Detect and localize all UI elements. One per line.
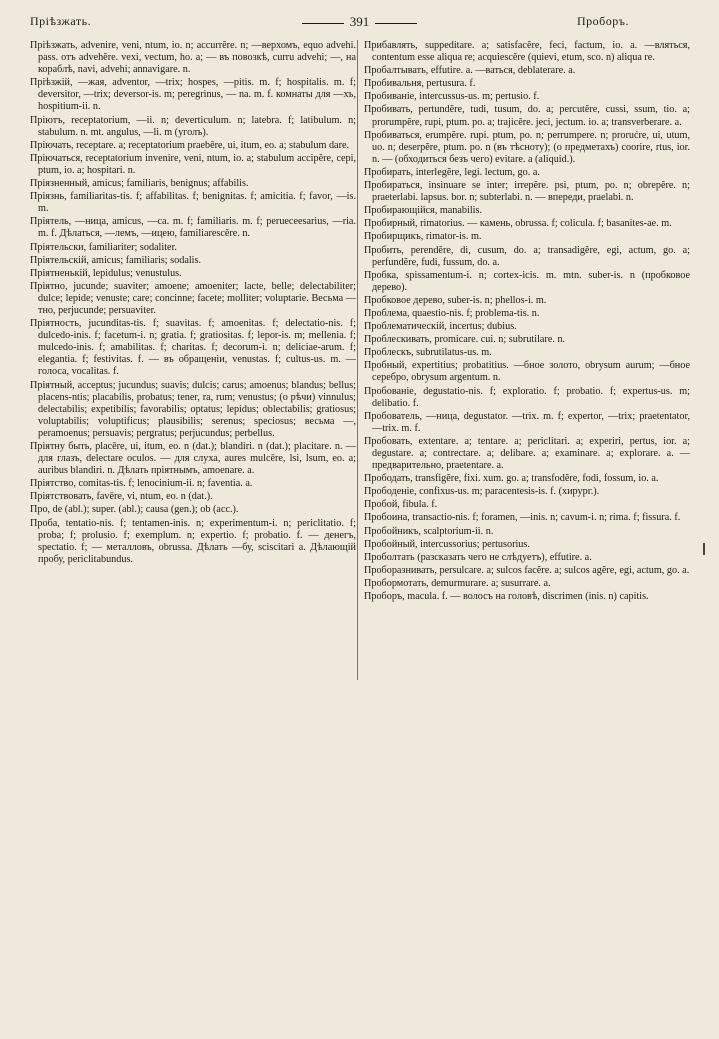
dictionary-entry: Пробовать, extentare. a; tentare. a; periclitari. a; experiri, pertus, ior. a; degustare. a; contrectare. a; delibare. a; examinare. a; explorare. a. — предварительно, praetentare. a. bbox=[364, 435, 690, 472]
dictionary-entry: Прiятненькiй, lepidulus; venustulus. bbox=[30, 267, 182, 279]
dictionary-entry: Пробованiе, degustatio-nis. f; exploratio. f; probatio. f; expertus-us. m; delibatio. f. bbox=[364, 385, 690, 409]
page-number: 391 bbox=[349, 14, 370, 29]
dictionary-entry: Прiятство, comitas-tis. f; lenocinium-ii. n; faventia. a. bbox=[30, 478, 253, 490]
dictionary-entry: Пробойный, intercussorius; pertusorius. bbox=[364, 538, 530, 550]
dictionary-entry: Прiятельски, familiariter; sodaliter. bbox=[30, 241, 177, 253]
dictionary-entry: Пробоpазнивать, persulcare. a; sulcos facĕre. a; sulcos agĕre, egi, actum, go. a. bbox=[364, 564, 690, 576]
header-rule-left bbox=[302, 23, 344, 24]
dictionary-entry: Проблескъ, subrutilatus-us. m. bbox=[364, 347, 492, 359]
running-head-right: Пробоpъ. bbox=[577, 14, 629, 28]
dictionary-entry: Пробка, spissamentum-i. n; cortex-icis. m. mtn. suber-is. n (пробковое дерево). bbox=[364, 269, 690, 293]
dictionary-entry: Про, de (abl.); super. (abl.); causa (gen.); ob (acc.). bbox=[30, 504, 239, 516]
dictionary-entry: Пробирающiйся, manabilis. bbox=[364, 205, 482, 217]
dictionary-entry: Пробормотать, demurmurare. a; susurrare. a. bbox=[364, 577, 551, 589]
dictionary-entry: Пробный, expertitius; probatitius. —бное золото, obrysum aurum; —бное серебро, obrysum argentum. n. bbox=[364, 360, 690, 384]
dictionary-entry: Пробираться, insinuare se inter; irrepĕre. psi, ptum, po. n; obrepĕre. n; praeterlabi. lapsus. bor. n; subterlabi. n. — впереди, praelabi. n. bbox=[364, 180, 690, 204]
dictionary-entry: Прiязнь, familiaritas-tis. f; affabilitas. f; benignitas. f; amicitia. f; favor, —is. m. bbox=[30, 191, 356, 215]
dictionary-entry: Прiятный, acceptus; jucundus; suavis; dulcis; carus; amoenus; blandus; bellus; placens-ntis; placabilis, probatus; tener, ra, rum; venustus; (о рѣчи) vinnulus; delectabilis; expetibilis; favorabilis; optatus; lepidus; oblectabilis; gratiosus; voluptabilis; voluptificus; plausibilis; serenus; speciosus; весьма —, peramoenus; persuavis; pergratus; perjucundus; perbellus. bbox=[30, 379, 356, 439]
dictionary-entry: Пробоина, transactio-nis. f; foramen, —inis. n; cavum-i. n; rima. f; fissura. f. bbox=[364, 512, 681, 524]
dictionary-entry: Проблема, quaestio-nis. f; problema-tis. n. bbox=[364, 307, 540, 319]
right-column bbox=[364, 40, 690, 604]
dictionary-entry: Прiѣзжать, advenire, veni, ntum, io. n; accurrĕre. n; —верхомъ, equo advehi. pass. отъ advehĕre. vexi, vectum, ho. a; — въ повозкѣ, curru advehi; —, на кораблѣ, navi, advehi; annavigare. n. bbox=[30, 40, 356, 76]
dictionary-entry: Прободать, transfigĕre, fixi. xum. go. a; transfodĕre, fodi, fossum, io. a. bbox=[364, 473, 659, 485]
dictionary-entry: Пробиванiе, intercussus-us. m; pertusio. f. bbox=[364, 91, 540, 103]
dictionary-entry: Прiятствовать, favēre, vi, ntum, eo. n (dat.). bbox=[30, 491, 213, 503]
dictionary-entry: Прiючать, receptare. a; receptatorium praebēre, ui, itum, eo. a; stabulum dare. bbox=[30, 139, 350, 151]
column-divider bbox=[357, 40, 358, 680]
left-column bbox=[30, 40, 356, 567]
header-rule-right bbox=[375, 23, 417, 24]
dictionary-entry: Пробирать, interlegĕre, legi. lectum, go. a. bbox=[364, 166, 540, 178]
running-head-left: Прiѣзжать. bbox=[30, 14, 92, 28]
dictionary-entry: Пробоpъ, macula. f. — волосъ на головѣ, discrimen (inis. n) capitis. bbox=[364, 591, 649, 603]
dictionary-entry: Пробирщикъ, rimator-is. m. bbox=[364, 231, 482, 243]
dictionary-entry: Проба, tentatio-nis. f; tentamen-inis. n; experimentum-i. n; periclitatio. f; proba; f; prolusio. f; exemplum. n; expertio. f; probatio. f. — денегъ, spectatio. f; — металловъ, obrussa. Дѣлать —бу, sciscitari a. Дѣлающiй пробу, periclitabundus. bbox=[30, 517, 356, 565]
dictionary-entry: Проблематическiй, incertus; dubius. bbox=[364, 321, 517, 333]
dictionary-entry: Прибавлять, suppeditare. a; satisfacĕre, feci, factum, io. a. —вляться, contentum esse aliqua re; acquiescĕre (quievi, etum, sco. n) aliqua re. bbox=[364, 40, 690, 64]
dictionary-entry: Пробковое дерево, suber-is. n; phellos-i. m. bbox=[364, 294, 547, 306]
dictionary-entry: Проболтать (разсказать чего не слѣдуетъ), effutire. a. bbox=[364, 551, 592, 563]
dictionary-entry: Пробой, fibula. f. bbox=[364, 499, 438, 511]
dictionary-entry: Проблескивать, promicare. cui. n; subrutilare. n. bbox=[364, 334, 566, 346]
dictionary-entry: Прiютъ, receptatorium, —ii. n; deverticulum. n; latebra. f; latibulum. n; stabulum. n. mt. angulus, —li. m (уголъ). bbox=[30, 114, 356, 138]
dictionary-entry: Прiязненный, amicus; familiaris, benignus; affabilis. bbox=[30, 178, 249, 190]
dictionary-entry: Пробирный, rimatorius. — камень, obrussa. f; colicula. f; basanites-ae. m. bbox=[364, 218, 672, 230]
dictionary-entry: Пробить, perendĕre, di, cusum, do. a; transadigĕre, egi, actum, go. a; perfundĕre, fudi, fussum, do. a. bbox=[364, 244, 690, 268]
dictionary-entry: Прiятно, jucunde; suaviter; amoene; amoeniter; lacte, belle; delectabiliter; dulce; lepide; venuste; care; concinne; facete; molliter; voluptarie. Весьма —тно, perjucunde; persuaviter. bbox=[30, 280, 356, 316]
dictionary-entry: Прiючаться, receptatorium invenire, veni, ntum, io. a; stabulum accipĕre, cepi, ptum, io. a; hospitari. n. bbox=[30, 152, 356, 176]
dictionary-entry: Прiятель, —ница, amicus, —ca. m. f; familiaris. m. f; perueceesarius, —ria. m. f. Дѣлаться, —лемъ, —ицею, familiarescĕre. n. bbox=[30, 216, 356, 240]
dictionary-entry: Пробивать, pertundĕre, tudi, tusum, do. a; percutĕre, cussi, ssum, tio. a; prorumpĕre, rupi, ptum. po. a; trajicĕre. jeci, jectum. io. a; transverberare. a. bbox=[364, 104, 690, 128]
page-header bbox=[30, 14, 689, 34]
dictionary-entry: Пробивальня, pertusura. f. bbox=[364, 78, 476, 90]
dictionary-entry: Прiятность, jucunditas-tis. f; suavitas. f; amoenitas. f; delectatio-nis. f; dulcedo-inis. f; facetum-i. n; gratia. f; gratiositas. f; lepor-is. m; mellenia. f; mulcedo-inis. f; amabilitas. f; charitas. f; decorum-i. n; deliciae-arum. f; elegantia. f; festivitas. f. — въ обращенiи, venustas. f; cultus-us. m. — голоса, vocalitas. f. bbox=[30, 318, 356, 378]
dictionary-entry: Пробалтывать, effutire. a. —ваться, deblaterare. a. bbox=[364, 65, 576, 77]
dictionary-entry: Прiѣзжiй, —жая, adventor, —trix; hospes, —pitis. m. f; hospitalis. m. f; deversitor, —trix; deversor-is. m; peregrinus, — na. m. f. комнаты для —хъ, hospitium-ii. n. bbox=[30, 77, 356, 113]
dictionary-entry: Прiятну быть, placēre, ui, itum, eo. n (dat.); blandiri. n (dat.); placitare. n. — для глазъ, delectare oculos. — для слуха, aures mulcēre, lsi, lsum, eo. a; auribus blandiri. n. Дѣлать прiятнымъ, amoenare. a. bbox=[30, 441, 356, 477]
margin-mark bbox=[703, 543, 705, 555]
dictionary-entry: Пробователь, —ница, degustator. —trix. m. f; expertor, —trix; praetentator, —trix. m. f. bbox=[364, 410, 690, 434]
dictionary-entry: Прободенiе, confixus-us. m; paracentesis-is. f. (хирург.). bbox=[364, 486, 600, 498]
dictionary-entry: Пробиваться, erumpĕre. rupi. ptum, po. n; perrumpere. n; prorućre, ui, utum, uo. n; deserpĕre, ptum. po. n (въ тѣсноту); (о предметахъ) coorire, rtus, ior. n. — (обходиться безъ чего) evitare. a (aliquid.). bbox=[364, 129, 690, 165]
dictionary-entry: Прiятельскiй, amicus; familiaris; sodalis. bbox=[30, 254, 202, 266]
dictionary-entry: Пробойникъ, scalptorium-ii. n. bbox=[364, 525, 494, 537]
